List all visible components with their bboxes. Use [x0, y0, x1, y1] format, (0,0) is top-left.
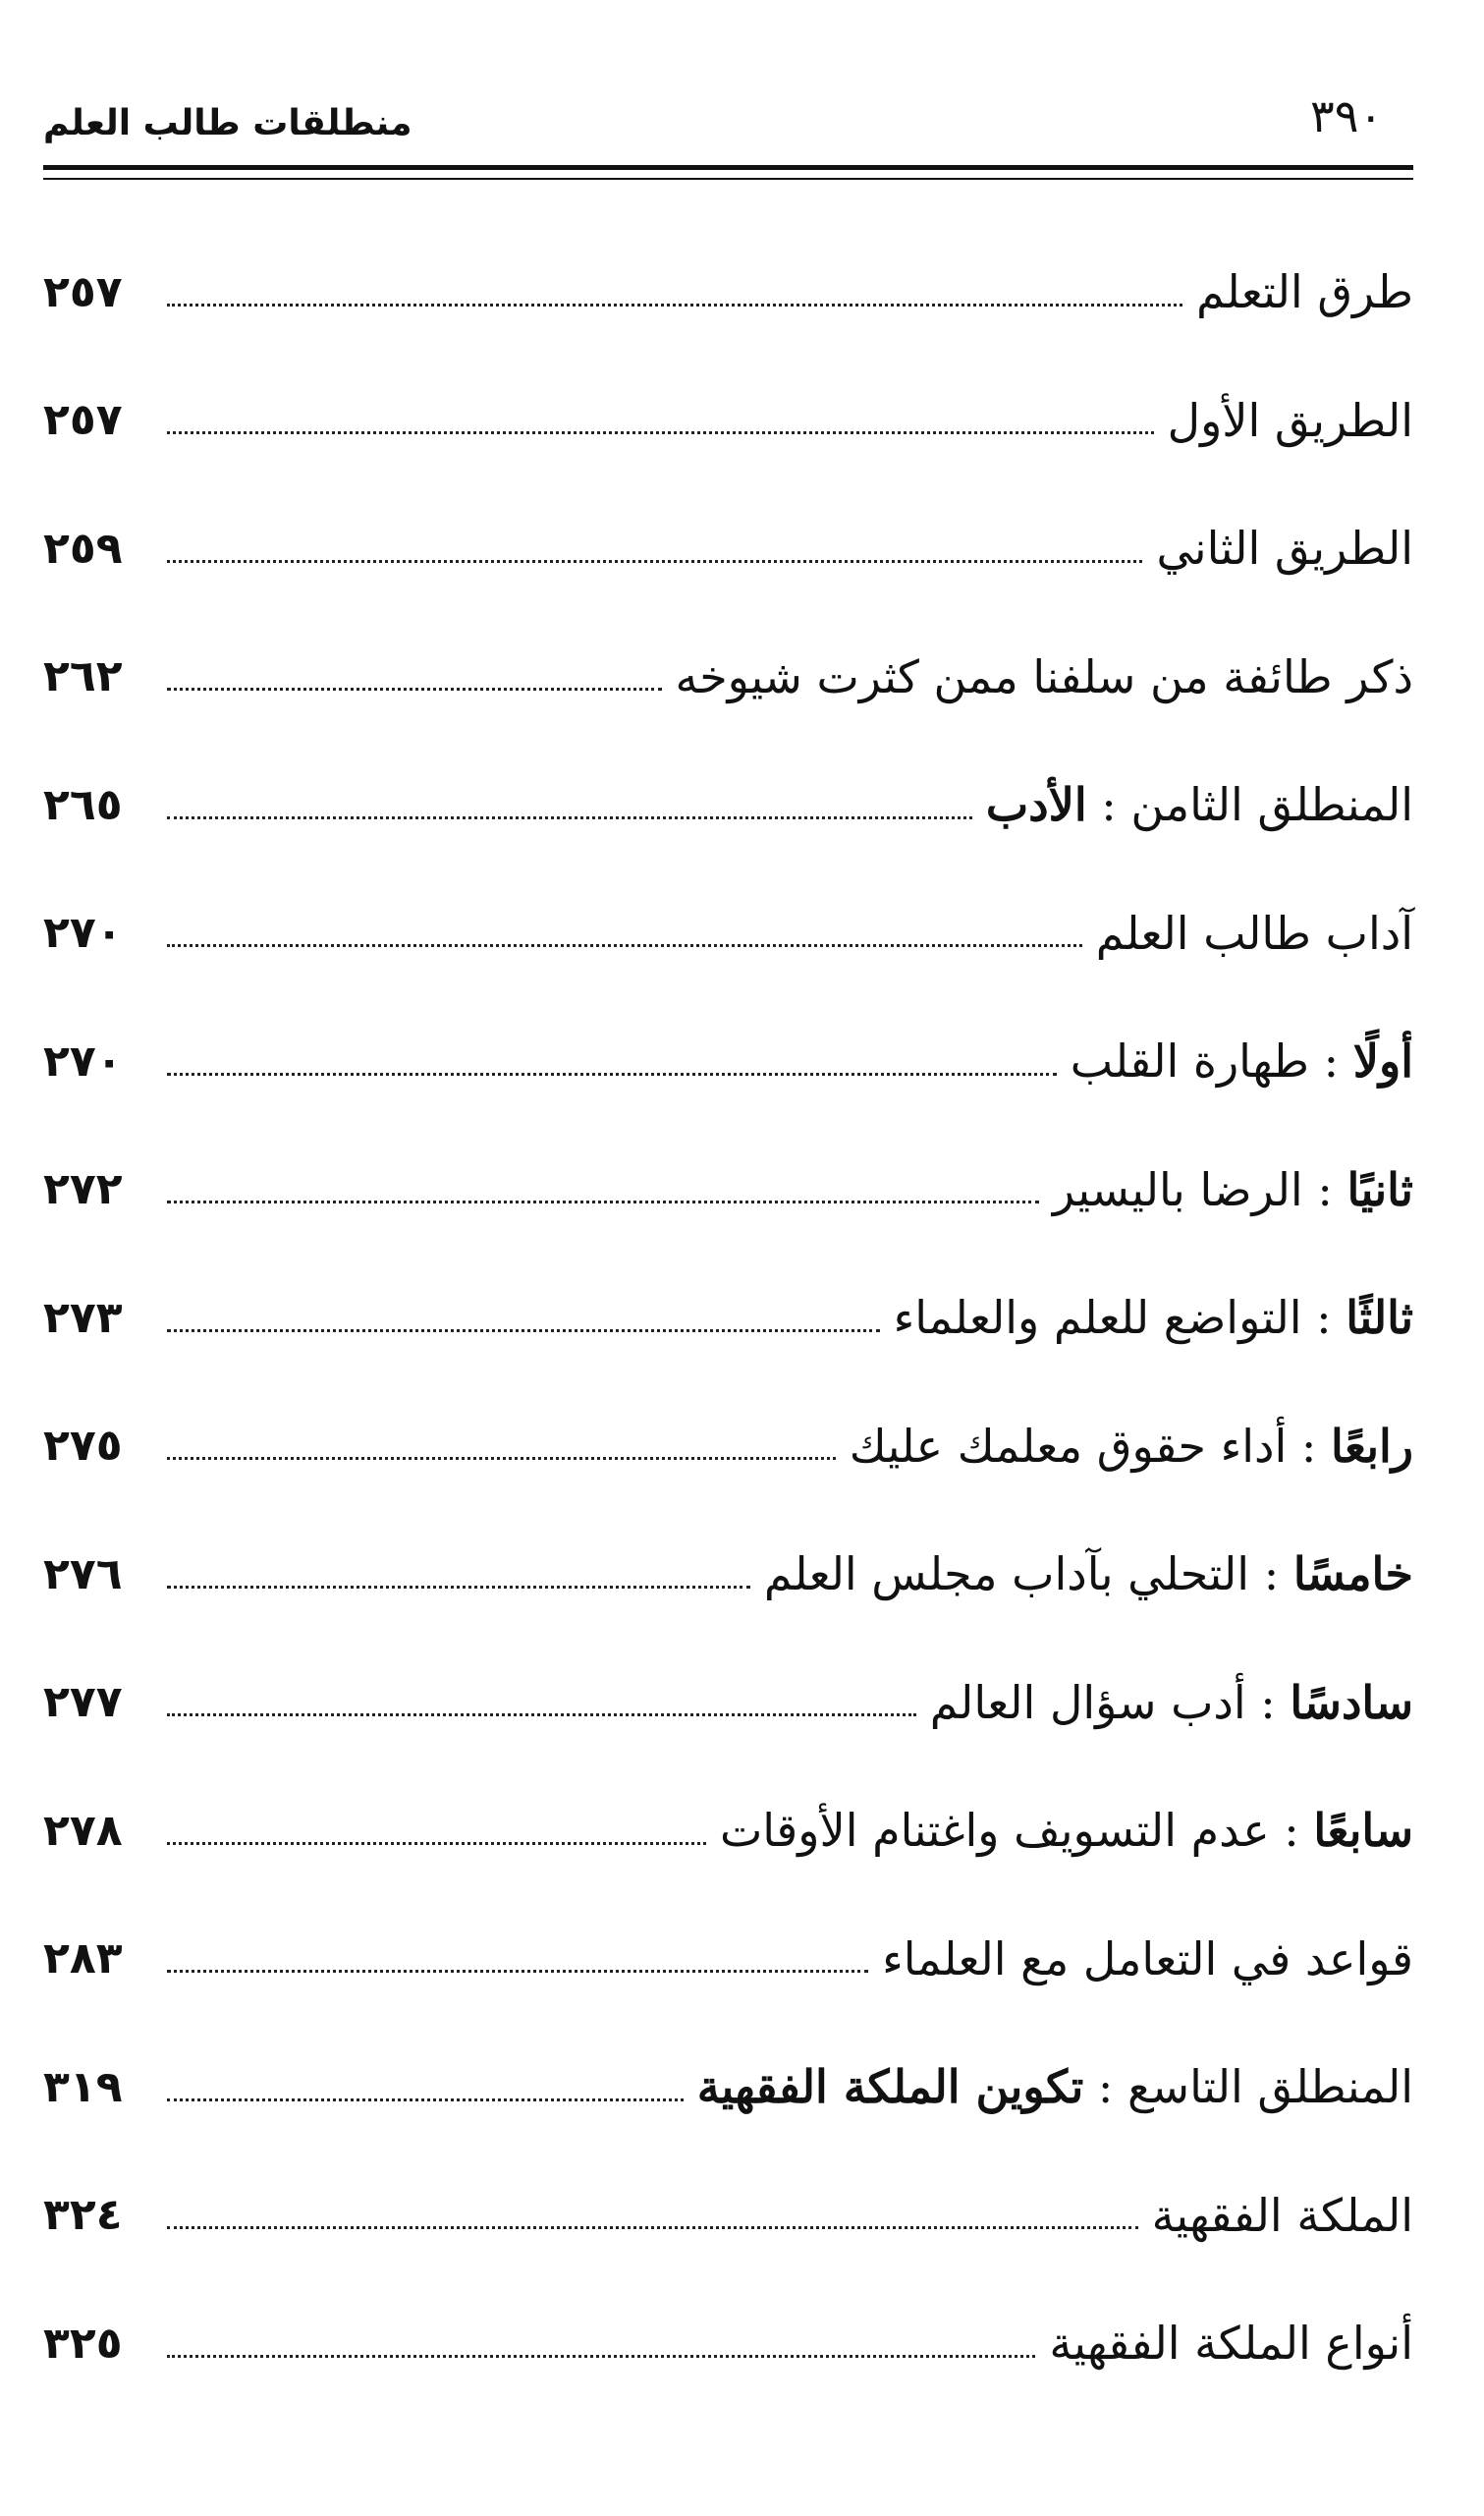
- toc-entry: [43, 2023, 1413, 2152]
- toc-entry: [43, 357, 1413, 485]
- toc-entry-title: [684, 2060, 1413, 2113]
- toc-entry-ordinal: خامسًا: [1292, 1547, 1413, 1601]
- toc-entry-text: : التحلي بآداب مجلس العلم: [763, 1547, 1293, 1601]
- toc-entry-text: الملكة الفقهية: [1151, 2188, 1413, 2242]
- toc-entry-title: [868, 1932, 1413, 1985]
- toc-entry-text: المنطلق التاسع :: [1083, 2060, 1413, 2114]
- dot-leader: [167, 1713, 916, 1716]
- toc-entry-page-number: ٢٧٨: [43, 1805, 123, 1856]
- dot-leader: [167, 1201, 1039, 1203]
- table-of-contents: [43, 228, 1413, 2408]
- toc-entry-ordinal: ثالثًا: [1346, 1291, 1413, 1345]
- header-rule-thin: [43, 178, 1413, 180]
- toc-entry-page-number: ٢٦٢: [43, 651, 123, 702]
- dot-leader: [167, 1586, 750, 1589]
- toc-entry-title: [1039, 1163, 1413, 1216]
- page-header: [43, 86, 1413, 165]
- toc-entry-page-number: ٢٥٩: [43, 523, 123, 574]
- toc-entry: [43, 2152, 1413, 2280]
- toc-entry: [43, 1510, 1413, 1639]
- dot-leader: [167, 560, 1142, 563]
- toc-entry-text: الطريق الثاني: [1156, 522, 1413, 576]
- toc-entry-page-number: ٣١٩: [43, 2061, 123, 2112]
- toc-entry-text: : أداء حقوق معلمك عليك: [849, 1419, 1331, 1473]
- running-head: منطلقات طالب العلم: [43, 103, 412, 143]
- dot-leader: [167, 1329, 880, 1332]
- toc-entry-title: [1154, 394, 1413, 447]
- toc-entry-page-number: ٣٢٤: [43, 2190, 123, 2241]
- dot-leader: [167, 1073, 1057, 1076]
- dot-leader: [167, 688, 662, 691]
- page-number: ٣٩٠: [1310, 89, 1384, 142]
- toc-entry: [43, 613, 1413, 742]
- toc-entry-text: : عدم التسويف واغتنام الأوقات: [719, 1804, 1314, 1858]
- toc-entry: [43, 869, 1413, 998]
- toc-entry-text: : أدب سؤال العالم: [929, 1675, 1291, 1729]
- dot-leader: [167, 2355, 1035, 2358]
- toc-entry-page-number: ٢٧٥: [43, 1421, 123, 1472]
- toc-entry-title: [1035, 2317, 1413, 2370]
- dot-leader: [167, 431, 1154, 434]
- toc-entry-ordinal: رابعًا: [1330, 1419, 1413, 1473]
- toc-entry: [43, 484, 1413, 613]
- toc-entry-chapter-name: تكوين الملكة الفقهية: [696, 2060, 1084, 2114]
- toc-entry: [43, 997, 1413, 1126]
- toc-entry-page-number: ٢٧٧: [43, 1677, 123, 1728]
- toc-entry-page-number: ٣٢٥: [43, 2318, 123, 2369]
- toc-entry-text: آداب طالب العلم: [1095, 906, 1413, 960]
- toc-entry-ordinal: ثانيًا: [1347, 1162, 1413, 1216]
- toc-entry-ordinal: سابعًا: [1313, 1804, 1413, 1858]
- toc-entry-title: [1082, 907, 1413, 960]
- toc-entry: [43, 2279, 1413, 2408]
- toc-entry: [43, 1254, 1413, 1382]
- toc-entry-text: : التواضع للعلم والعلماء: [893, 1291, 1347, 1345]
- toc-entry-title: [1142, 522, 1413, 575]
- toc-entry: [43, 228, 1413, 357]
- toc-entry-text: : طهارة القلب: [1070, 1034, 1353, 1089]
- toc-entry-chapter-name: الأدب: [985, 778, 1087, 832]
- dot-leader: [167, 2226, 1138, 2229]
- toc-entry-title: [972, 778, 1413, 831]
- toc-entry-page-number: ٢٧٣: [43, 1292, 123, 1343]
- toc-entry: [43, 741, 1413, 869]
- toc-entry-text: أنواع الملكة الفقهية: [1049, 2317, 1413, 2371]
- toc-entry-title: [1057, 1034, 1413, 1088]
- toc-entry-ordinal: سادسًا: [1290, 1675, 1413, 1729]
- toc-entry-text: قواعد في التعامل مع العلماء: [882, 1931, 1413, 1985]
- toc-entry-page-number: ٢٧٦: [43, 1548, 123, 1599]
- toc-entry-title: [1182, 265, 1413, 318]
- toc-entry-page-number: ٢٧٠: [43, 1035, 123, 1087]
- toc-entry-title: [662, 650, 1413, 703]
- toc-entry-page-number: ٢٧٠: [43, 908, 123, 959]
- dot-leader: [167, 1842, 706, 1845]
- header-rule-thick: [43, 165, 1413, 170]
- toc-entry-title: [880, 1291, 1413, 1344]
- dot-leader: [167, 304, 1182, 307]
- toc-entry-page-number: ٢٧٢: [43, 1164, 123, 1215]
- toc-entry: [43, 1895, 1413, 2024]
- dot-leader: [167, 1970, 868, 1973]
- toc-entry-ordinal: أولًا: [1352, 1034, 1413, 1089]
- dot-leader: [167, 944, 1082, 947]
- toc-entry-text: طرق التعلم: [1195, 265, 1413, 319]
- toc-entry-text: ذكر طائفة من سلفنا ممن كثرت شيوخه: [675, 649, 1413, 703]
- toc-entry-text: المنطلق الثامن :: [1086, 778, 1413, 832]
- toc-entry: [43, 1639, 1413, 1767]
- dot-leader: [167, 2098, 684, 2101]
- toc-entry: [43, 1126, 1413, 1255]
- toc-entry-page-number: ٢٥٧: [43, 395, 123, 446]
- dot-leader: [167, 1457, 836, 1460]
- toc-entry-title: [706, 1804, 1413, 1857]
- toc-entry-title: [750, 1547, 1413, 1600]
- toc-entry: [43, 1382, 1413, 1511]
- toc-entry-title: [916, 1676, 1413, 1729]
- toc-entry-text: : الرضا باليسير: [1052, 1162, 1347, 1216]
- toc-entry-title: [1138, 2189, 1413, 2242]
- toc-entry-page-number: ٢٨٣: [43, 1933, 123, 1985]
- toc-entry-page-number: ٢٦٥: [43, 779, 123, 830]
- toc-entry-text: الطريق الأول: [1167, 393, 1413, 447]
- toc-entry: [43, 1766, 1413, 1895]
- toc-entry-page-number: ٢٥٧: [43, 266, 123, 317]
- dot-leader: [167, 816, 972, 819]
- toc-entry-title: [836, 1420, 1413, 1473]
